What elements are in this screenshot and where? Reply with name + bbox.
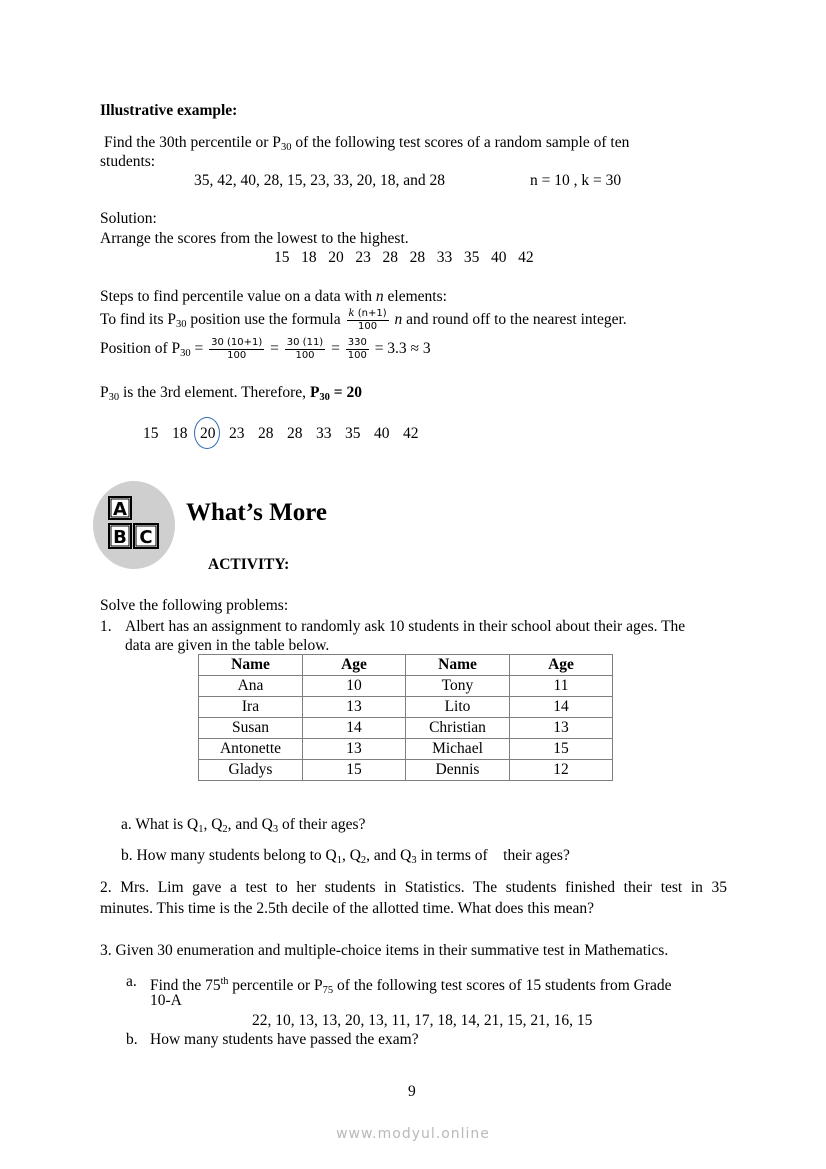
answer-text: P xyxy=(100,384,109,401)
subscript: 2 xyxy=(360,855,367,866)
sequence-item: 18 xyxy=(172,425,188,442)
subscript: 3 xyxy=(272,824,279,835)
table-cell: 14 xyxy=(303,718,406,739)
steps-line xyxy=(100,288,447,306)
problem-1a xyxy=(121,816,365,839)
arrange-instruction: Arrange the scores from the lowest to the highest. xyxy=(100,230,409,247)
problem-2-line2: minutes. This time is the 2.5th decile of the allotted time. What does this mean? xyxy=(100,900,595,917)
subscript: 30 xyxy=(176,319,187,330)
table-row xyxy=(199,760,613,781)
formula-text: position use the formula xyxy=(186,311,345,328)
problem-3a-line2: 10-A xyxy=(150,992,182,1009)
illustrative-heading: Illustrative example: xyxy=(100,102,238,119)
highlight-circle xyxy=(194,417,220,449)
sequence-item: 35 xyxy=(345,425,361,442)
q-text: , and Q xyxy=(227,816,273,833)
k-variable: k xyxy=(348,307,355,319)
formula-denominator: 100 xyxy=(358,320,378,332)
circled-sequence xyxy=(143,425,419,443)
sequence-item: 42 xyxy=(403,425,419,442)
fraction-denominator: 100 xyxy=(295,349,315,361)
q-text: , Q xyxy=(341,847,361,864)
header-cell: Name xyxy=(199,655,303,676)
n-variable: n xyxy=(390,311,403,328)
table-cell: Christian xyxy=(406,718,510,739)
fraction-numerator: 30 (11) xyxy=(286,336,324,348)
block-letter-b: B xyxy=(113,527,127,548)
q-text: , Q xyxy=(203,816,223,833)
position-text: Position of P xyxy=(100,340,181,357)
subscript: 1 xyxy=(198,824,204,835)
table-row xyxy=(199,697,613,718)
abc-blocks-icon xyxy=(93,481,175,569)
fraction-2 xyxy=(285,337,325,362)
formula-text: and round off to the nearest integer. xyxy=(402,311,627,328)
table-cell: Michael xyxy=(406,739,510,760)
table-row xyxy=(199,718,613,739)
block-letter-c: C xyxy=(139,527,153,548)
table-cell: Tony xyxy=(406,676,510,697)
table-row xyxy=(199,739,613,760)
table-cell: Ana xyxy=(199,676,303,697)
steps-text: Steps to find percentile value on a data with xyxy=(100,288,376,305)
table-cell: Ira xyxy=(199,697,303,718)
q-text: of their ages? xyxy=(278,816,366,833)
problems-intro: Solve the following problems: xyxy=(100,597,289,614)
sequence-item: 40 xyxy=(374,425,390,442)
test-scores: 35, 42, 40, 28, 15, 23, 33, 20, 18, and 28 xyxy=(194,172,446,189)
table-cell: Lito xyxy=(406,697,510,718)
table-cell: 12 xyxy=(510,760,613,781)
table-cell: 10 xyxy=(303,676,406,697)
answer-bold: = 20 xyxy=(329,384,362,401)
problem-1-number: 1. xyxy=(100,618,112,635)
q-text: in terms of their ages? xyxy=(416,847,570,864)
table-cell: 11 xyxy=(510,676,613,697)
problem-2-line1: 2. Mrs. Lim gave a test to her students in Statistics. The students finished their test in 35 xyxy=(100,879,727,896)
ages-table xyxy=(198,654,613,781)
problem-3: 3. Given 30 enumeration and multiple-choice items in their summative test in Mathematics. xyxy=(100,942,669,959)
fraction-3 xyxy=(346,337,369,362)
block-letter-a: A xyxy=(113,499,127,520)
table-cell: Susan xyxy=(199,718,303,739)
fraction-denominator: 100 xyxy=(227,349,247,361)
problem-3b: How many students have passed the exam? xyxy=(150,1031,419,1048)
sequence-item: 28 xyxy=(287,425,303,442)
problem-text: Find the 30th percentile or P xyxy=(104,134,281,151)
q-text: percentile or P xyxy=(228,977,323,994)
section-title: What’s More xyxy=(186,499,327,526)
subscript: 30 xyxy=(180,348,191,359)
problem-3a-line1 xyxy=(150,973,672,1000)
table-cell: 13 xyxy=(510,718,613,739)
table-cell: 15 xyxy=(303,760,406,781)
position-line: Position of $P_{30}$ = $\frac{30 (10+1)}{100}$ = $\frac{30 (11)}{100}$ = $\frac{330}{100}$ = 3.3 ≈ 3 xyxy=(100,336,431,361)
solution-label: Solution: xyxy=(100,210,157,227)
problem-statement-line1 xyxy=(104,134,629,157)
q-text: of the following test scores of 15 students from Grade xyxy=(333,977,672,994)
fraction-numerator: 330 xyxy=(347,336,367,348)
problem-3a-label: a. xyxy=(126,973,137,990)
subscript: 30 xyxy=(319,392,330,403)
superscript: th xyxy=(220,976,229,987)
formula-numerator: (n+1) xyxy=(354,307,387,319)
q-text: Find the 75 xyxy=(150,977,221,994)
answer-text: is the 3rd element. Therefore, xyxy=(119,384,310,401)
sequence-item: 28 xyxy=(258,425,274,442)
subscript: 30 xyxy=(108,392,120,403)
steps-text: elements: xyxy=(383,288,447,305)
percentile-formula-fraction xyxy=(347,308,389,333)
problem-1-line2: data are given in the table below. xyxy=(125,637,330,654)
position-result: = 3.3 ≈ 3 xyxy=(374,340,431,357)
header-cell: Age xyxy=(303,655,406,676)
header-cell: Age xyxy=(510,655,613,676)
table-cell: 13 xyxy=(303,697,406,718)
sequence-item-highlighted: 20 xyxy=(200,425,216,442)
subscript: 3 xyxy=(411,855,417,866)
fraction-denominator: 100 xyxy=(347,349,367,361)
activity-label: ACTIVITY: xyxy=(208,556,290,573)
sequence-item: 15 xyxy=(143,425,159,442)
abc-blocks-svg xyxy=(93,481,175,569)
sorted-scores: 15 18 20 23 28 28 33 35 40 42 xyxy=(274,249,534,266)
subscript: 75 xyxy=(322,985,334,996)
watermark: www.modyul.online xyxy=(336,1126,490,1142)
n-variable: n xyxy=(375,288,384,305)
table-cell: Antonette xyxy=(199,739,303,760)
q-text: a. What is Q xyxy=(121,816,199,833)
page-number: 9 xyxy=(408,1083,416,1100)
table-cell: 15 xyxy=(510,739,613,760)
table-cell: Gladys xyxy=(199,760,303,781)
fraction-1 xyxy=(209,337,264,362)
problem-text: of the following test scores of a random sample of ten xyxy=(291,134,630,151)
problem-statement-line2: students: xyxy=(100,153,156,170)
problem-3a-scores: 22, 10, 13, 13, 20, 13, 11, 17, 18, 14, 21, 15, 21, 16, 15 xyxy=(252,1012,593,1029)
subscript: 30 xyxy=(280,142,292,153)
header-cell: Name xyxy=(406,655,510,676)
subscript: 2 xyxy=(222,824,228,835)
q-text: b. How many students belong to Q xyxy=(121,847,337,864)
answer-line xyxy=(100,384,362,407)
formula-text: To find its P xyxy=(100,311,176,328)
table-cell: Dennis xyxy=(406,760,510,781)
fraction-numerator: 30 (10+1) xyxy=(211,336,263,348)
subscript: 1 xyxy=(336,855,342,866)
equals: = xyxy=(190,340,208,357)
problem-1-line1: Albert has an assignment to randomly ask 10 students in their school about their ages. The xyxy=(125,618,686,635)
table-row xyxy=(199,676,613,697)
problem-1b xyxy=(121,847,570,870)
sequence-item: 23 xyxy=(229,425,245,442)
answer-bold: P xyxy=(309,384,320,401)
sequence-item: 33 xyxy=(316,425,332,442)
table-header-row xyxy=(199,655,613,676)
table-cell: 13 xyxy=(303,739,406,760)
problem-3b-label: b. xyxy=(126,1031,138,1048)
q-text: , and Q xyxy=(366,847,412,864)
given-values: n = 10 , k = 30 xyxy=(530,172,622,189)
table-cell: 14 xyxy=(510,697,613,718)
